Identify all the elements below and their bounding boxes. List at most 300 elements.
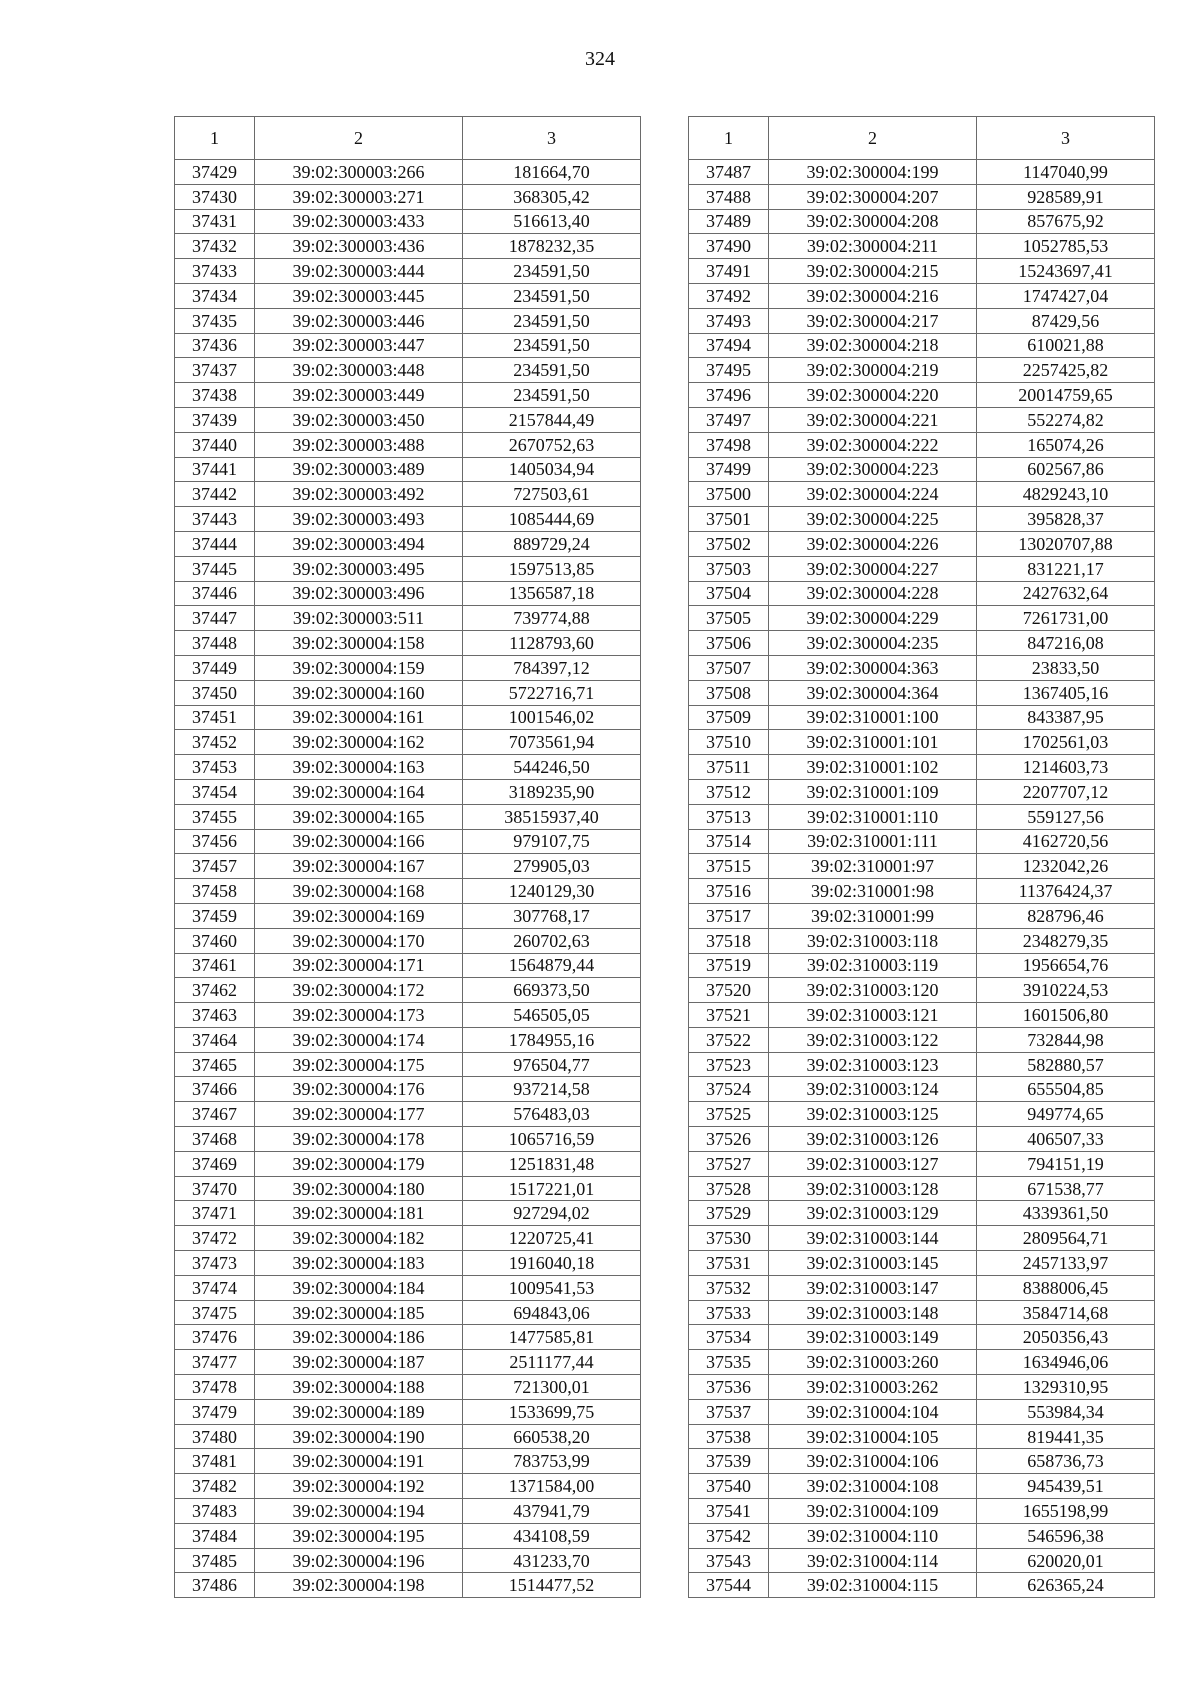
row-number-cell: 37528 <box>689 1176 769 1201</box>
row-number-cell: 37516 <box>689 879 769 904</box>
value-cell: 1220725,41 <box>463 1226 641 1251</box>
table-row <box>689 1399 1155 1424</box>
cadastral-number-cell: 39:02:300004:227 <box>769 556 977 581</box>
cadastral-number-cell: 39:02:310001:102 <box>769 755 977 780</box>
table-row <box>689 234 1155 259</box>
table-row <box>689 1523 1155 1548</box>
cadastral-number-cell: 39:02:310001:98 <box>769 879 977 904</box>
value-cell: 4339361,50 <box>977 1201 1155 1226</box>
value-cell: 857675,92 <box>977 209 1155 234</box>
value-cell: 23833,50 <box>977 655 1155 680</box>
col-header-number: 1 <box>175 117 255 160</box>
value-cell: 694843,06 <box>463 1300 641 1325</box>
cadastral-number-cell: 39:02:310001:111 <box>769 829 977 854</box>
value-cell: 582880,57 <box>977 1052 1155 1077</box>
value-cell: 927294,02 <box>463 1201 641 1226</box>
cadastral-number-cell: 39:02:300004:169 <box>255 903 463 928</box>
row-number-cell: 37431 <box>175 209 255 234</box>
value-cell: 15243697,41 <box>977 259 1155 284</box>
value-cell: 3584714,68 <box>977 1300 1155 1325</box>
value-cell: 1564879,44 <box>463 953 641 978</box>
table-row <box>689 333 1155 358</box>
row-number-cell: 37449 <box>175 655 255 680</box>
value-cell: 13020707,88 <box>977 531 1155 556</box>
row-number-cell: 37471 <box>175 1201 255 1226</box>
cadastral-number-cell: 39:02:300004:220 <box>769 383 977 408</box>
row-number-cell: 37484 <box>175 1523 255 1548</box>
row-number-cell: 37487 <box>689 160 769 185</box>
value-cell: 234591,50 <box>463 283 641 308</box>
value-cell: 234591,50 <box>463 308 641 333</box>
cadastral-number-cell: 39:02:300004:172 <box>255 978 463 1003</box>
cadastral-number-cell: 39:02:300003:511 <box>255 606 463 631</box>
row-number-cell: 37450 <box>175 680 255 705</box>
row-number-cell: 37480 <box>175 1424 255 1449</box>
value-cell: 2809564,71 <box>977 1226 1155 1251</box>
cadastral-number-cell: 39:02:310003:125 <box>769 1102 977 1127</box>
cadastral-number-cell: 39:02:300004:224 <box>769 482 977 507</box>
table-row <box>689 631 1155 656</box>
cadastral-number-cell: 39:02:310001:100 <box>769 705 977 730</box>
value-cell: 1405034,94 <box>463 457 641 482</box>
table-row <box>689 804 1155 829</box>
table-row <box>175 209 641 234</box>
value-cell: 1477585,81 <box>463 1325 641 1350</box>
table-row <box>689 1077 1155 1102</box>
value-cell: 544246,50 <box>463 755 641 780</box>
cadastral-number-cell: 39:02:300004:211 <box>769 234 977 259</box>
row-number-cell: 37443 <box>175 507 255 532</box>
table-row <box>689 160 1155 185</box>
row-number-cell: 37543 <box>689 1548 769 1573</box>
table-row <box>175 1350 641 1375</box>
value-cell: 889729,24 <box>463 531 641 556</box>
value-cell: 1329310,95 <box>977 1375 1155 1400</box>
row-number-cell: 37536 <box>689 1375 769 1400</box>
row-number-cell: 37486 <box>175 1573 255 1598</box>
table-row <box>689 730 1155 755</box>
cadastral-number-cell: 39:02:300004:181 <box>255 1201 463 1226</box>
col-header-value: 3 <box>463 117 641 160</box>
cadastral-number-cell: 39:02:310003:122 <box>769 1027 977 1052</box>
table-row <box>689 283 1155 308</box>
table-row <box>689 705 1155 730</box>
cadastral-number-cell: 39:02:300003:492 <box>255 482 463 507</box>
row-number-cell: 37454 <box>175 779 255 804</box>
cadastral-number-cell: 39:02:310003:127 <box>769 1151 977 1176</box>
table-row <box>175 903 641 928</box>
table-row <box>689 928 1155 953</box>
value-cell: 234591,50 <box>463 259 641 284</box>
value-cell: 1533699,75 <box>463 1399 641 1424</box>
cadastral-number-cell: 39:02:300004:167 <box>255 854 463 879</box>
row-number-cell: 37463 <box>175 1003 255 1028</box>
value-cell: 1356587,18 <box>463 581 641 606</box>
cadastral-number-cell: 39:02:300004:189 <box>255 1399 463 1424</box>
cadastral-number-cell: 39:02:300004:159 <box>255 655 463 680</box>
table-row <box>689 507 1155 532</box>
row-number-cell: 37475 <box>175 1300 255 1325</box>
cadastral-number-cell: 39:02:310003:260 <box>769 1350 977 1375</box>
cadastral-number-cell: 39:02:300004:182 <box>255 1226 463 1251</box>
row-number-cell: 37429 <box>175 160 255 185</box>
cadastral-number-cell: 39:02:300004:196 <box>255 1548 463 1573</box>
value-cell: 2257425,82 <box>977 358 1155 383</box>
row-number-cell: 37459 <box>175 903 255 928</box>
cadastral-number-cell: 39:02:310001:101 <box>769 730 977 755</box>
cadastral-number-cell: 39:02:310001:97 <box>769 854 977 879</box>
row-number-cell: 37467 <box>175 1102 255 1127</box>
table-row <box>689 1151 1155 1176</box>
row-number-cell: 37444 <box>175 531 255 556</box>
value-cell: 38515937,40 <box>463 804 641 829</box>
row-number-cell: 37506 <box>689 631 769 656</box>
row-number-cell: 37439 <box>175 407 255 432</box>
value-cell: 234591,50 <box>463 333 641 358</box>
value-cell: 1085444,69 <box>463 507 641 532</box>
cadastral-number-cell: 39:02:300004:199 <box>769 160 977 185</box>
row-number-cell: 37507 <box>689 655 769 680</box>
table-row <box>175 556 641 581</box>
value-cell: 559127,56 <box>977 804 1155 829</box>
value-cell: 11376424,37 <box>977 879 1155 904</box>
table-row <box>175 581 641 606</box>
row-number-cell: 37446 <box>175 581 255 606</box>
value-cell: 739774,88 <box>463 606 641 631</box>
table-row <box>689 655 1155 680</box>
value-cell: 7261731,00 <box>977 606 1155 631</box>
row-number-cell: 37456 <box>175 829 255 854</box>
table-row <box>175 631 641 656</box>
cadastral-number-cell: 39:02:300003:447 <box>255 333 463 358</box>
row-number-cell: 37468 <box>175 1127 255 1152</box>
row-number-cell: 37537 <box>689 1399 769 1424</box>
cadastral-number-cell: 39:02:300004:223 <box>769 457 977 482</box>
left-table-header <box>175 117 641 160</box>
row-number-cell: 37482 <box>175 1474 255 1499</box>
value-cell: 1001546,02 <box>463 705 641 730</box>
value-cell: 976504,77 <box>463 1052 641 1077</box>
cadastral-number-cell: 39:02:300004:168 <box>255 879 463 904</box>
row-number-cell: 37436 <box>175 333 255 358</box>
value-cell: 546596,38 <box>977 1523 1155 1548</box>
table-row <box>689 978 1155 1003</box>
cadastral-number-cell: 39:02:300004:229 <box>769 606 977 631</box>
table-row <box>689 1375 1155 1400</box>
cadastral-number-cell: 39:02:310004:115 <box>769 1573 977 1598</box>
table-row <box>689 358 1155 383</box>
value-cell: 847216,08 <box>977 631 1155 656</box>
value-cell: 431233,70 <box>463 1548 641 1573</box>
value-cell: 546505,05 <box>463 1003 641 1028</box>
row-number-cell: 37464 <box>175 1027 255 1052</box>
cadastral-number-cell: 39:02:300004:217 <box>769 308 977 333</box>
cadastral-number-cell: 39:02:300004:174 <box>255 1027 463 1052</box>
value-cell: 2050356,43 <box>977 1325 1155 1350</box>
table-row <box>175 1176 641 1201</box>
row-number-cell: 37457 <box>175 854 255 879</box>
value-cell: 3189235,90 <box>463 779 641 804</box>
cadastral-number-cell: 39:02:300004:162 <box>255 730 463 755</box>
table-row <box>175 705 641 730</box>
table-row <box>689 1226 1155 1251</box>
value-cell: 655504,85 <box>977 1077 1155 1102</box>
table-row <box>689 1449 1155 1474</box>
value-cell: 2157844,49 <box>463 407 641 432</box>
value-cell: 660538,20 <box>463 1424 641 1449</box>
value-cell: 181664,70 <box>463 160 641 185</box>
row-number-cell: 37524 <box>689 1077 769 1102</box>
row-number-cell: 37479 <box>175 1399 255 1424</box>
table-row <box>175 1027 641 1052</box>
table-row <box>175 1300 641 1325</box>
table-row <box>689 531 1155 556</box>
row-number-cell: 37495 <box>689 358 769 383</box>
cadastral-number-cell: 39:02:310003:148 <box>769 1300 977 1325</box>
table-row <box>689 755 1155 780</box>
value-cell: 2207707,12 <box>977 779 1155 804</box>
col-header-cadastral: 2 <box>255 117 463 160</box>
cadastral-number-cell: 39:02:310003:120 <box>769 978 977 1003</box>
value-cell: 1128793,60 <box>463 631 641 656</box>
row-number-cell: 37440 <box>175 432 255 457</box>
value-cell: 945439,51 <box>977 1474 1155 1499</box>
row-number-cell: 37522 <box>689 1027 769 1052</box>
row-number-cell: 37435 <box>175 308 255 333</box>
cadastral-number-cell: 39:02:300004:164 <box>255 779 463 804</box>
row-number-cell: 37434 <box>175 283 255 308</box>
value-cell: 1517221,01 <box>463 1176 641 1201</box>
row-number-cell: 37472 <box>175 1226 255 1251</box>
cadastral-number-cell: 39:02:300004:185 <box>255 1300 463 1325</box>
value-cell: 794151,19 <box>977 1151 1155 1176</box>
value-cell: 307768,17 <box>463 903 641 928</box>
row-number-cell: 37445 <box>175 556 255 581</box>
row-number-cell: 37526 <box>689 1127 769 1152</box>
cadastral-number-cell: 39:02:300003:433 <box>255 209 463 234</box>
cadastral-number-cell: 39:02:310004:106 <box>769 1449 977 1474</box>
table-row <box>175 1449 641 1474</box>
row-number-cell: 37523 <box>689 1052 769 1077</box>
table-row <box>175 1127 641 1152</box>
row-number-cell: 37437 <box>175 358 255 383</box>
row-number-cell: 37470 <box>175 1176 255 1201</box>
cadastral-number-cell: 39:02:310003:123 <box>769 1052 977 1077</box>
value-cell: 2427632,64 <box>977 581 1155 606</box>
row-number-cell: 37544 <box>689 1573 769 1598</box>
table-row <box>175 1077 641 1102</box>
cadastral-number-cell: 39:02:300004:186 <box>255 1325 463 1350</box>
table-row <box>689 184 1155 209</box>
value-cell: 1878232,35 <box>463 234 641 259</box>
table-row <box>689 383 1155 408</box>
cadastral-number-cell: 39:02:310004:110 <box>769 1523 977 1548</box>
value-cell: 1784955,16 <box>463 1027 641 1052</box>
table-row <box>175 1523 641 1548</box>
value-cell: 87429,56 <box>977 308 1155 333</box>
cadastral-number-cell: 39:02:300004:191 <box>255 1449 463 1474</box>
cadastral-number-cell: 39:02:300004:363 <box>769 655 977 680</box>
cadastral-number-cell: 39:02:300004:163 <box>255 755 463 780</box>
row-number-cell: 37535 <box>689 1350 769 1375</box>
row-number-cell: 37493 <box>689 308 769 333</box>
table-row <box>175 1424 641 1449</box>
cadastral-number-cell: 39:02:300003:444 <box>255 259 463 284</box>
table-row <box>175 1499 641 1524</box>
value-cell: 1747427,04 <box>977 283 1155 308</box>
row-number-cell: 37541 <box>689 1499 769 1524</box>
cadastral-number-cell: 39:02:300004:176 <box>255 1077 463 1102</box>
table-row <box>689 581 1155 606</box>
table-row <box>175 978 641 1003</box>
col-header-number: 1 <box>689 117 769 160</box>
row-number-cell: 37519 <box>689 953 769 978</box>
table-row <box>689 680 1155 705</box>
value-cell: 732844,98 <box>977 1027 1155 1052</box>
cadastral-number-cell: 39:02:300004:228 <box>769 581 977 606</box>
table-row <box>175 1102 641 1127</box>
value-cell: 671538,77 <box>977 1176 1155 1201</box>
row-number-cell: 37481 <box>175 1449 255 1474</box>
row-number-cell: 37469 <box>175 1151 255 1176</box>
table-row <box>175 1201 641 1226</box>
value-cell: 1597513,85 <box>463 556 641 581</box>
value-cell: 1655198,99 <box>977 1499 1155 1524</box>
row-number-cell: 37432 <box>175 234 255 259</box>
row-number-cell: 37466 <box>175 1077 255 1102</box>
row-number-cell: 37518 <box>689 928 769 953</box>
table-row <box>175 928 641 953</box>
table-row <box>175 755 641 780</box>
cadastral-number-cell: 39:02:300004:225 <box>769 507 977 532</box>
table-row <box>175 730 641 755</box>
table-row <box>175 259 641 284</box>
cadastral-number-cell: 39:02:310003:124 <box>769 1077 977 1102</box>
cadastral-number-cell: 39:02:300004:170 <box>255 928 463 953</box>
row-number-cell: 37485 <box>175 1548 255 1573</box>
cadastral-number-cell: 39:02:310001:109 <box>769 779 977 804</box>
value-cell: 721300,01 <box>463 1375 641 1400</box>
cadastral-number-cell: 39:02:300004:173 <box>255 1003 463 1028</box>
row-number-cell: 37499 <box>689 457 769 482</box>
row-number-cell: 37462 <box>175 978 255 1003</box>
value-cell: 1214603,73 <box>977 755 1155 780</box>
table-row <box>175 407 641 432</box>
cadastral-number-cell: 39:02:300003:496 <box>255 581 463 606</box>
row-number-cell: 37509 <box>689 705 769 730</box>
value-cell: 1601506,80 <box>977 1003 1155 1028</box>
cadastral-number-cell: 39:02:300004:198 <box>255 1573 463 1598</box>
row-number-cell: 37438 <box>175 383 255 408</box>
value-cell: 434108,59 <box>463 1523 641 1548</box>
table-row <box>689 482 1155 507</box>
cadastral-number-cell: 39:02:300004:226 <box>769 531 977 556</box>
value-cell: 5722716,71 <box>463 680 641 705</box>
row-number-cell: 37494 <box>689 333 769 358</box>
table-row <box>175 854 641 879</box>
value-cell: 783753,99 <box>463 1449 641 1474</box>
value-cell: 1147040,99 <box>977 160 1155 185</box>
left-table-body <box>175 160 641 1598</box>
cadastral-number-cell: 39:02:310003:126 <box>769 1127 977 1152</box>
row-number-cell: 37498 <box>689 432 769 457</box>
value-cell: 1371584,00 <box>463 1474 641 1499</box>
value-cell: 1232042,26 <box>977 854 1155 879</box>
value-cell: 1702561,03 <box>977 730 1155 755</box>
table-row <box>689 1003 1155 1028</box>
value-cell: 20014759,65 <box>977 383 1155 408</box>
table-row <box>175 1573 641 1598</box>
table-row <box>689 879 1155 904</box>
cadastral-number-cell: 39:02:300004:188 <box>255 1375 463 1400</box>
cadastral-number-cell: 39:02:310003:128 <box>769 1176 977 1201</box>
table-row <box>175 358 641 383</box>
value-cell: 669373,50 <box>463 978 641 1003</box>
table-row <box>175 457 641 482</box>
table-row <box>689 1176 1155 1201</box>
cadastral-number-cell: 39:02:300003:489 <box>255 457 463 482</box>
table-row <box>175 1151 641 1176</box>
table-row <box>175 1399 641 1424</box>
table-row <box>689 1548 1155 1573</box>
row-number-cell: 37453 <box>175 755 255 780</box>
table-row <box>175 804 641 829</box>
value-cell: 165074,26 <box>977 432 1155 457</box>
row-number-cell: 37442 <box>175 482 255 507</box>
table-row <box>175 234 641 259</box>
cadastral-number-cell: 39:02:300004:195 <box>255 1523 463 1548</box>
cadastral-number-cell: 39:02:300003:495 <box>255 556 463 581</box>
value-cell: 2348279,35 <box>977 928 1155 953</box>
value-cell: 658736,73 <box>977 1449 1155 1474</box>
row-number-cell: 37441 <box>175 457 255 482</box>
row-number-cell: 37512 <box>689 779 769 804</box>
table-row <box>689 1052 1155 1077</box>
cadastral-number-cell: 39:02:300003:436 <box>255 234 463 259</box>
table-row <box>175 308 641 333</box>
cadastral-number-cell: 39:02:310004:114 <box>769 1548 977 1573</box>
row-number-cell: 37448 <box>175 631 255 656</box>
row-number-cell: 37447 <box>175 606 255 631</box>
row-number-cell: 37503 <box>689 556 769 581</box>
value-cell: 949774,65 <box>977 1102 1155 1127</box>
table-row <box>175 1325 641 1350</box>
cadastral-number-cell: 39:02:300004:194 <box>255 1499 463 1524</box>
table-row <box>689 1350 1155 1375</box>
value-cell: 1240129,30 <box>463 879 641 904</box>
col-header-value: 3 <box>977 117 1155 160</box>
table-row <box>689 854 1155 879</box>
cadastral-number-cell: 39:02:300004:166 <box>255 829 463 854</box>
row-number-cell: 37527 <box>689 1151 769 1176</box>
cadastral-number-cell: 39:02:300004:208 <box>769 209 977 234</box>
table-row <box>175 383 641 408</box>
cadastral-number-cell: 39:02:310003:147 <box>769 1275 977 1300</box>
row-number-cell: 37530 <box>689 1226 769 1251</box>
row-number-cell: 37529 <box>689 1201 769 1226</box>
cadastral-number-cell: 39:02:310003:121 <box>769 1003 977 1028</box>
value-cell: 516613,40 <box>463 209 641 234</box>
row-number-cell: 37542 <box>689 1523 769 1548</box>
cadastral-number-cell: 39:02:310001:99 <box>769 903 977 928</box>
right-table <box>688 116 1155 1598</box>
row-number-cell: 37492 <box>689 283 769 308</box>
value-cell: 937214,58 <box>463 1077 641 1102</box>
value-cell: 279905,03 <box>463 854 641 879</box>
cadastral-number-cell: 39:02:300004:165 <box>255 804 463 829</box>
table-row <box>689 903 1155 928</box>
value-cell: 4829243,10 <box>977 482 1155 507</box>
